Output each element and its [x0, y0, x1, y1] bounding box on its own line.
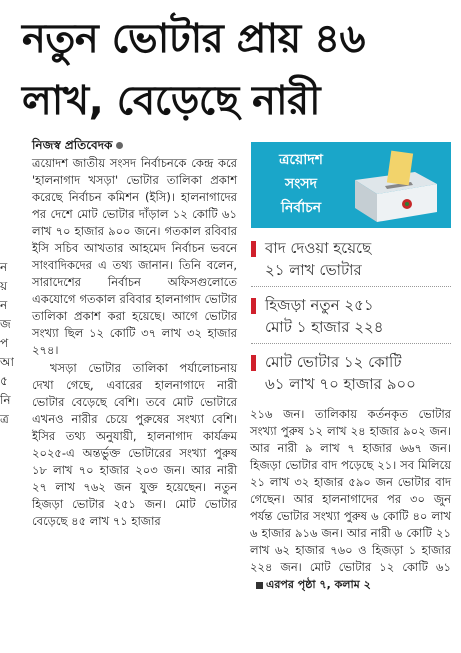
panel-title-line: ত্রয়োদশ [279, 152, 323, 168]
highlight-marker [251, 355, 256, 371]
edge-fragment: ত্র [0, 412, 9, 426]
highlight-marker [251, 241, 256, 257]
panel-title [259, 148, 343, 220]
byline [32, 137, 237, 154]
edge-fragment: ৫ [0, 374, 8, 388]
byline-text: নিজস্ব প্রতিবেদক [32, 138, 113, 152]
highlight-line: ৬১ লাখ ৭০ হাজার ৯০০ [265, 375, 416, 393]
headline: নতুন ভোটার প্রায় ৪৬ লাখ, বেড়েছে নারী [22, 16, 366, 124]
highlight-dropped-voters [251, 237, 451, 281]
edge-fragment: নি [0, 393, 11, 407]
highlight-line: মোট ভোটার ১২ কোটি [265, 353, 402, 371]
highlight-line: ২১ লাখ ভোটার [265, 261, 362, 279]
highlight-line: হিজড়া নতুন ২৫১ [265, 296, 374, 314]
election-panel [251, 142, 451, 228]
highlight-line: বাদ দেওয়া হয়েছে [265, 239, 372, 257]
adjacent-column-fragment [0, 258, 14, 429]
edge-fragment: ন [0, 298, 8, 312]
edge-fragment: জ [0, 317, 11, 331]
edge-fragment: প [0, 336, 9, 350]
ballot-box-icon [345, 150, 443, 224]
divider [251, 286, 451, 287]
article-column-right [250, 406, 451, 593]
highlight-hijra-voters [251, 294, 451, 338]
article-paragraph: খসড়া ভোটার তালিকা পর্যালোচনায় দেখা গেছে, এবারের হালনাগাদে নারী ভোটার বেড়েছে বেশি। তবে মোট ভোটারে এখনও নারীর চেয়ে পুরুষের সংখ্যা বেশি। ইসির তথ্য অনুযায়ী, হালনাগাদ কার্যক্রম ২০২৫-এ অন্তর্ভুক্ত ভোটারের সংখ্যা পুরুষ ১৮ লাখ ৭০ হাজার ২০৩ জন। আর নারী ২৭ লাখ ৭৬২ জন যুক্ত হয়েছেন। নতুন হিজড়া ভোটার ২৫১ জন। মোট ভোটার বেড়েছে ৪৫ লাখ ৭১ হাজার [32, 361, 237, 528]
panel-title-line: নির্বাচন [280, 200, 322, 216]
edge-fragment: য় [0, 279, 8, 293]
highlight-total-voters [251, 351, 451, 395]
panel-title-line: সংসদ [285, 176, 317, 192]
bullet-icon [116, 142, 123, 149]
divider [251, 343, 451, 344]
highlight-line: মোট ১ হাজার ২২৪ [265, 318, 384, 336]
edge-fragment: ন [0, 260, 8, 274]
continuation-note [256, 578, 371, 591]
article-column-left [32, 137, 237, 531]
edge-fragment: আ [0, 355, 14, 369]
square-icon [256, 582, 263, 589]
continuation-text: এরপর পৃষ্ঠা ৭, কলাম ২ [266, 578, 371, 591]
article-paragraph: ২১৬ জন। তালিকায় কর্তনকৃত ভোটার সংখ্যা পুরুষ ১২ লাখ ২৪ হাজার ৯০২ জন। আর নারী ৯ লাখ ৭ হাজার ৬৬৭ জন। হিজড়া ভোটার বাদ পড়েছে ২১। সব মিলিয়ে ২১ লাখ ৩২ হাজার ৫৯০ জন ভোটার বাদ গেছেন। আর হালনাগাদের পর ৩০ জুন পর্যন্ত ভোটার সংখ্যা পুরুষ ৬ কোটি ৪০ লাখ ৬ হাজার ৯১৬ জন। আর নারী ৬ কোটি ২১ লাখ ৬২ হাজার ৭৬০ ও হিজড়া ১ হাজার ২২৪ জন। মোট ভোটার ১২ কোটি ৬১ [250, 407, 451, 574]
article-paragraph: ত্রয়োদশ জাতীয় সংসদ নির্বাচনকে কেন্দ্র করে 'হালনাগাদ খসড়া' ভোটার তালিকা প্রকাশ করেছে নির্বাচন কমিশন (ইসি)। হালনাগাদের পর দেশে মোট ভোটার দাঁড়াল ১২ কোটি ৬১ লাখ ৭০ হাজার ৯০০ জনে। গতকাল রবিবার ইসি সচিব আখতার আহমেদ নির্বাচন ভবনে সাংবাদিকদের এ তথ্য জানান। তিনি বলেন, সারাদেশের নির্বাচন অফিসগুলোতে একযোগে গতকাল রবিবার হালনাগাদ ভোটার তালিকা প্রকাশ করা হয়েছে। আগে ভোটার সংখ্যা ছিল ১২ কোটি ৩৭ লাখ ৩২ হাজার ২৭৪। [32, 156, 237, 357]
highlight-marker [251, 298, 256, 314]
